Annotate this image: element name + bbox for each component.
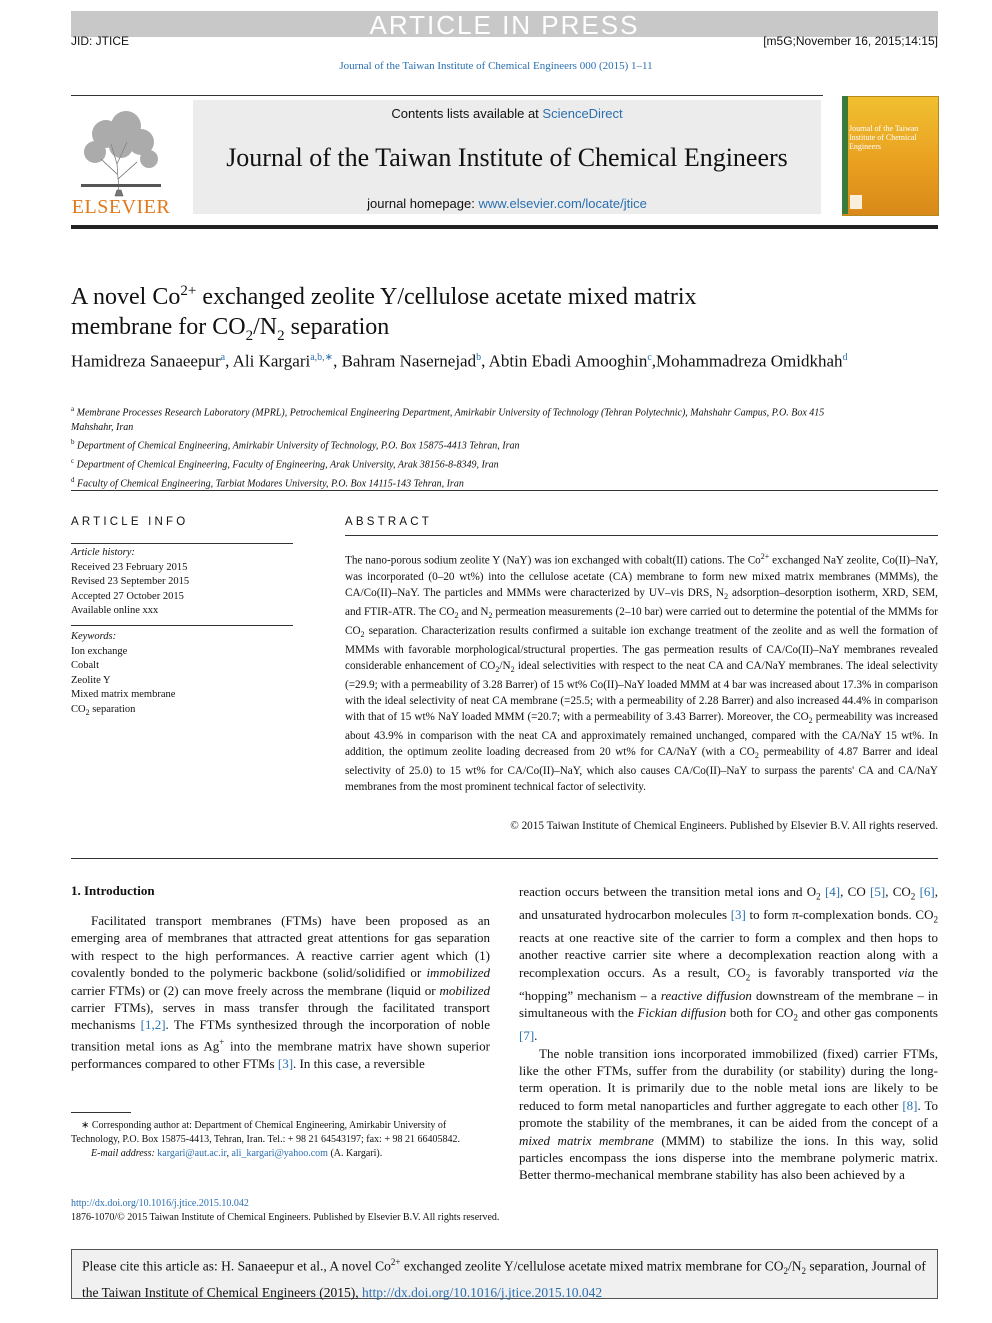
abstract-text: [345, 549, 938, 796]
abstract-segment: permeability of 4.87 Barrer and ideal selectivity of 25.0) to 15 wt% for CA/Co(II)–NaY, which also causes CA/Co(II)–NaY to surpass the parents' CA and CA/NaY membranes from the most prominent technical factor of selectivity.: [345, 745, 939, 793]
keyword-item: Zeolite Y: [71, 674, 111, 686]
intro-text: reacts at one reactive site of the carrier to form a complex and then hops to another reactive carrier site where a decomplexation reaction along with a recomplexation occurs. As a result, CO: [519, 930, 938, 980]
intro-text: to form π-complexation bonds. CO: [745, 907, 934, 922]
introduction-heading: 1. Introduction: [71, 883, 155, 898]
abstract-segment: separation. Characterization results confirmed a suitable ion exchange treatment of the zeolite and as well the formation of MMMs with favorable morphological/structural properties. The gas permeation results of CA/Co(II)–NaY membranes revealed considerable enhancement of CO: [345, 624, 938, 672]
abstract-segment: adsorption–desorption isotherm, XRD, SEM, and FTIR-ATR. The CO: [345, 586, 938, 618]
abstract-script: 2: [495, 665, 500, 675]
intro-text: reaction occurs between the transition metal ions and O: [519, 884, 817, 899]
abstract-segment: and N: [458, 605, 489, 618]
affiliation-key: d: [71, 475, 75, 484]
citation-link[interactable]: [3]: [277, 1055, 294, 1071]
intro-text: , and unsaturated hydrocarbon molecules: [519, 884, 939, 922]
affiliation-item: [71, 454, 831, 473]
author-affiliation-marker[interactable]: a,b,∗: [310, 352, 334, 363]
doi-link[interactable]: http://dx.doi.org/10.1016/j.jtice.2015.10.042: [71, 1198, 249, 1209]
keyword-item: Cobalt: [71, 660, 99, 671]
cite-box: Please cite this article as: H. Sanaeepur et al., A novel $Co^{2+}$ exchanged zeolite Y/cellulose acetate mixed matrix membrane for $CO_2/N_2$ separation, Journal of the Taiwan Institute of Chemical Engineers (2015), http://dx.doi.org/10.1016/j.jtice.2015.10.042: [71, 1249, 938, 1299]
abstract-script: 2: [724, 591, 729, 601]
affiliations: [71, 402, 831, 492]
intro-text: the “hopping” mechanism – a: [519, 964, 938, 1003]
email-link-2[interactable]: ali_kargari@yahoo.com: [231, 1148, 328, 1159]
email-link-1[interactable]: kargari@aut.ac.ir: [157, 1148, 227, 1159]
sciencedirect-link[interactable]: ScienceDirect: [542, 106, 623, 121]
journal-reference[interactable]: Journal of the Taiwan Institute of Chemical Engineers 000 (2015) 1–11: [339, 60, 653, 72]
intro-paragraph: [519, 883, 938, 1045]
intro-text: carrier FTMs) or (2) can move freely across the membrane (liquid or: [71, 982, 440, 998]
cover-title: Journal of the Taiwan Institute of Chemical Engineers: [849, 124, 919, 151]
affiliation-text: Faculty of Chemical Engineering, Tarbiat Modares University, P.O. Box 14115-143 Tehran, Iran: [74, 478, 464, 490]
citation-link[interactable]: [3]: [730, 907, 746, 922]
intro-text: carrier FTMs), serves in mass transfer through the facilitated transport mechanisms: [71, 1000, 490, 1033]
intro-text: downstream of the membrane – in simultaneous with the: [519, 987, 939, 1021]
intro-text: both for CO: [726, 1005, 794, 1021]
build-stamp: [m5G;November 16, 2015;14:15]: [763, 34, 938, 48]
keywords: Keywords: Ion exchange Cobalt Zeolite Y Mixed matrix membrane $CO_2$ separation: [71, 630, 293, 720]
abstract-segment: permeability was increased about 43.9% in comparison with the neat CA and approximately remained unchanged, compared with the CA/NaY 15 wt%. In addition, the optimum zeolite loading decreased from 20 wt% for CA/NaY (with a CO: [345, 710, 938, 758]
journal-homepage: journal homepage: www.elsevier.com/locate/jtice: [367, 196, 647, 211]
intro-text: The noble transition ions incorporated immobilized (fixed) carrier FTMs, like the other FTMs, suffer from the durability (or stability) during the long-term operation. It is primarily due to the noble metal ions are likely to be reduced to form metal nanoparticles and further aggregate to each other: [519, 1045, 938, 1113]
history-item: Received 23 February 2015: [71, 561, 188, 573]
citation-link[interactable]: [1,2]: [140, 1017, 166, 1033]
italic-term: mobilized: [439, 982, 490, 998]
author-affiliation-marker[interactable]: a: [220, 352, 226, 363]
italic-term: reactive diffusion: [660, 987, 752, 1003]
article-title: A novel $Co^{2+}$ exchanged zeolite Y/cellulose acetate mixed matrix membrane for $CO_2/N_2$ separation: [71, 283, 697, 344]
citation-link[interactable]: [7]: [519, 1028, 535, 1044]
intro-text: into the membrane matrix have shown superior performances compared to other FTMs: [71, 1038, 490, 1071]
keywords-rule: [71, 625, 293, 626]
cover-publisher-mark: [850, 195, 862, 209]
intro-left-column: [71, 912, 490, 1072]
article-history: Article history: Received 23 February 2015 Revised 23 September 2015 Accepted 27 October 2015 Available online xxx: [71, 546, 293, 619]
affiliation-item: [71, 435, 831, 454]
header-bottom-rule: [71, 225, 938, 229]
journal-title: Journal of the Taiwan Institute of Chemical Engineers: [226, 143, 788, 172]
header-top-rule: [71, 95, 823, 96]
abstract-script: 2+: [760, 552, 770, 561]
homepage-link[interactable]: www.elsevier.com/locate/jtice: [478, 196, 647, 211]
affiliation-key: b: [71, 438, 75, 447]
history-item: Available online xxx: [71, 605, 159, 616]
subscript: 2: [745, 972, 751, 983]
affiliation-text: Membrane Processes Research Laboratory (MPRL), Petrochemical Engineering Department, Amirkabir University of Technology (Tehran Polytechnic), Mahshahr Campus, P.O. Box 415 Mahshahr, Iran: [71, 407, 825, 433]
abstract-script: 2: [454, 610, 459, 620]
intro-right-column: [519, 883, 938, 1184]
abstract-script: 2: [488, 610, 493, 620]
abstract-script: 2: [510, 665, 515, 675]
section-rule: [71, 490, 938, 491]
intro-text: .: [534, 1028, 538, 1044]
author-separator: ,: [481, 351, 489, 371]
abstract-segment: permeation measurements (2–10 bar) were carried out to determine the potential of the MMMs for CO: [345, 605, 938, 637]
citation-link[interactable]: [8]: [902, 1097, 918, 1113]
citation-link[interactable]: [4]: [824, 884, 841, 899]
keyword-item: Ion exchange: [71, 645, 128, 657]
affiliation-item: [71, 473, 831, 492]
history-item: Accepted 27 October 2015: [71, 590, 184, 602]
contents-lists: Contents lists available at ScienceDirect: [391, 106, 623, 121]
italic-term: via: [898, 964, 915, 980]
author-name: Ali Kargari: [232, 351, 311, 371]
intro-text: (MMM) to stabilize the ions. In this way, solid particles encompass the ions disperse into the membrane polymeric matrix. Better thermo-mechanical membrane stability has also been achieved by a: [519, 1132, 939, 1183]
intro-text: , CO: [885, 884, 911, 899]
affiliation-item: [71, 402, 831, 435]
italic-term: mixed matrix membrane: [519, 1132, 654, 1148]
affiliation-key: a: [71, 405, 75, 413]
abstract-segment: ideal selectivities with respect to the neat CA and CA/NaY membranes. The ideal selectivity (=29.9; with a permeability of 3.28 Barrer) of 15 wt% Co(II)–NaY loaded MMM at 4 bar was increased about 17.3% in comparison with the ideal selectivity of neat CA membrane (=25.5; with a permeability of 2.28 Barrer) and also increased 44.4% in comparison with that of 15 wt% NaY loaded MMM (=20.7; with a permeability of 3.43 Barrer). Moreover, the CO: [345, 659, 938, 723]
abstract-segment: /N: [499, 659, 511, 672]
citation-link[interactable]: [6]: [919, 884, 935, 899]
abstract-segment: The nano-porous sodium zeolite Y (NaY) was ion exchanged with cobalt(II) cations. The Co: [345, 554, 761, 567]
author-list: [71, 347, 931, 373]
author-affiliation-marker[interactable]: d: [842, 352, 848, 363]
italic-term: immobilized: [426, 965, 490, 981]
keyword-item: Mixed matrix membrane: [71, 689, 176, 700]
history-item: Revised 23 September 2015: [71, 576, 190, 587]
abstract-script: 2: [808, 716, 813, 726]
cover-strip: [842, 96, 848, 214]
subscript: 2: [816, 891, 821, 902]
superscript: +: [219, 1036, 225, 1047]
intro-text: and other gas components: [797, 1005, 938, 1021]
author-separator: ,: [333, 351, 342, 371]
elsevier-wordmark: ELSEVIER: [71, 196, 171, 218]
abstract-script: 2: [754, 751, 759, 761]
journal-id: JID: JTICE: [71, 34, 130, 48]
author-name: Mohammadreza Omidkhah: [656, 351, 843, 371]
corresponding-author-footnote: ∗ Corresponding author at: Department of Chemical Engineering, Amirkabir University of Technology, P.O. Box 15875-4413, Tehran, Iran. Tel.: + 98 21 64543197; fax: + 98 21 66405842. E-mail address: kargari@aut.ac.ir, ali_kargari@yahoo.com (A. Kargari).: [71, 1120, 460, 1159]
affiliation-text: Department of Chemical Engineering, Faculty of Engineering, Arak University, Arak 38156-8-8349, Iran: [74, 459, 499, 471]
italic-term: Fickian diffusion: [637, 1005, 727, 1021]
citation-link[interactable]: [5]: [870, 884, 886, 899]
subscript: 2: [793, 1012, 798, 1023]
affiliation-key: c: [71, 457, 75, 466]
abstract-copyright: © 2015 Taiwan Institute of Chemical Engineers. Published by Elsevier B.V. All rights reserved.: [510, 820, 938, 832]
intro-text: Facilitated transport membranes (FTMs) have been proposed as an emerging area of membranes that attracted great attentions for gas separation with respect to the high performances. A reactive carrier agent which (1) covalently bonded to the polymeric backbone (solid/solidified or: [71, 913, 490, 981]
article-info-heading: ARTICLE INFO: [71, 516, 189, 528]
author-name: Hamidreza Sanaeepur: [71, 351, 221, 371]
author-name: Abtin Ebadi Amooghin: [488, 351, 648, 371]
abstract-rule: [345, 535, 938, 536]
subscript: 2: [933, 914, 938, 925]
abstract-script: 2: [360, 630, 365, 640]
article-in-press-banner: ARTICLE IN PRESS: [71, 11, 938, 37]
intro-text: , CO: [840, 884, 871, 899]
author-name: Bahram Nasernejad: [341, 351, 477, 371]
cite-doi-link[interactable]: http://dx.doi.org/10.1016/j.jtice.2015.10.042: [361, 1285, 603, 1301]
footnote-rule: [71, 1112, 131, 1113]
subscript: 2: [910, 891, 916, 902]
author-separator: ,: [225, 351, 233, 371]
intro-text: . In this case, a reversible: [293, 1055, 425, 1071]
body-rule: [71, 858, 938, 859]
article-info-rule: [71, 543, 293, 544]
issn-line: 1876-1070/© 2015 Taiwan Institute of Chemical Engineers. Published by Elsevier B.V. All rights reserved.: [71, 1212, 500, 1223]
abstract-heading: ABSTRACT: [345, 516, 432, 528]
intro-text: . The FTMs synthesized through the incorporation of noble transition metal ions as Ag: [71, 1017, 491, 1054]
author-separator: ,: [651, 351, 657, 371]
author-affiliation-marker[interactable]: b: [476, 352, 482, 363]
abstract-segment: exchanged NaY zeolite, Co(II)–NaY, was incorporated (0–20 wt%) into the cellulose acetate (CA) membrane to form new mixed matrix membranes (MMMs), the CA/Co(II)–NaY. The particles and MMMs were characterized by UV–vis DRS, N: [345, 554, 938, 599]
affiliation-text: Department of Chemical Engineering, Amirkabir University of Technology, P.O. Box 15875-4413 Tehran, Iran: [74, 440, 520, 452]
intro-paragraph: [519, 1045, 938, 1184]
intro-text: . To promote the stability of the membranes, it can be aided from the concept of a: [519, 1097, 938, 1131]
intro-text: is favorably transported: [750, 964, 899, 980]
author-affiliation-marker[interactable]: c: [647, 352, 652, 363]
keyword-item: $CO_2$ separation: [71, 703, 136, 717]
